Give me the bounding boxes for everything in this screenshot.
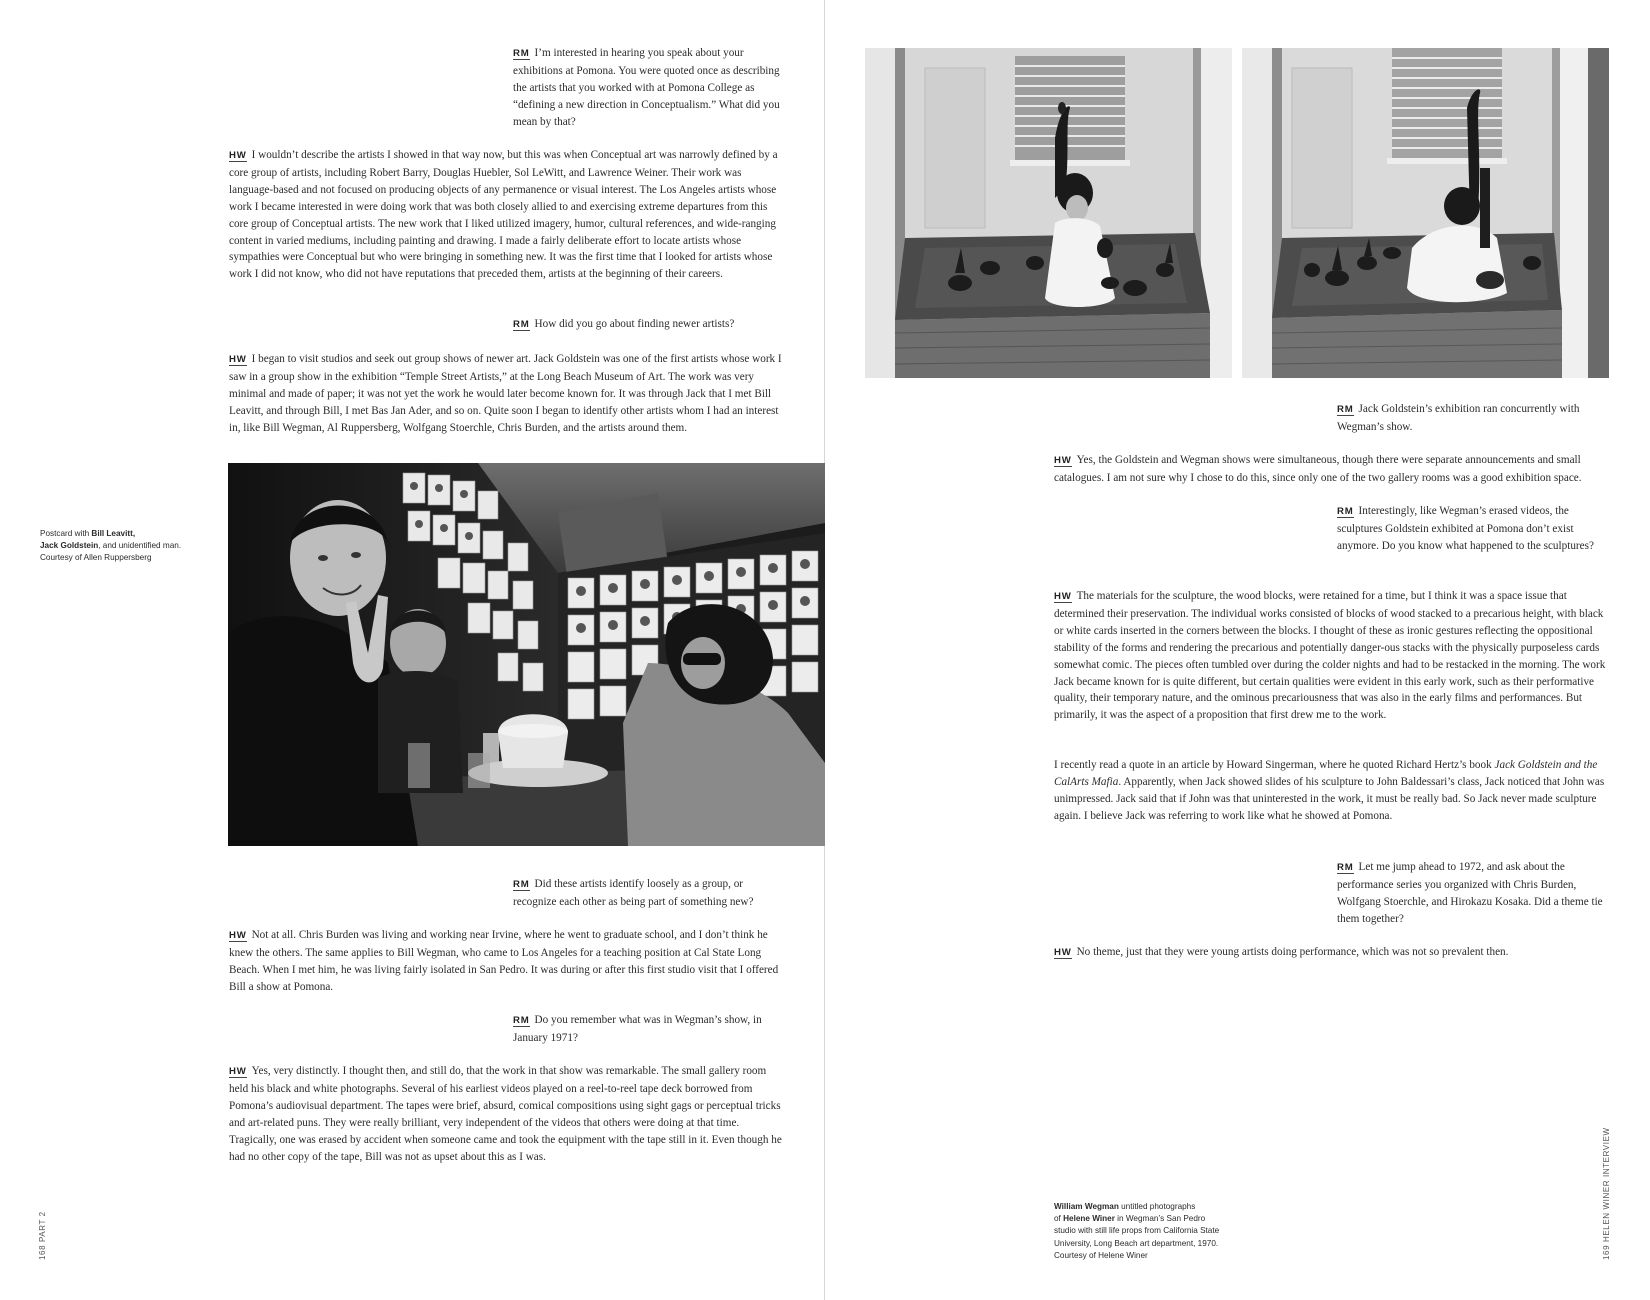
interview-paragraph — [1337, 859, 1609, 928]
speaker-tag: HW — [1054, 947, 1072, 958]
speaker-tag: HW — [1054, 455, 1072, 466]
postcard-photo-image — [228, 463, 825, 846]
caption-name: Helene Winer — [1063, 1214, 1115, 1224]
photo-caption — [40, 528, 210, 565]
interview-paragraph — [229, 351, 785, 437]
caption-text: untitled photographs — [1118, 1202, 1196, 1211]
caption-text: studio with still life props from California State — [1054, 1226, 1220, 1236]
right-page — [825, 0, 1650, 1300]
paragraph-text: Did these artists identify loosely as a group, or recognize each other as being part of something new? — [513, 878, 754, 908]
paragraph-text: Do you remember what was in Wegman’s show, in January 1971? — [513, 1014, 762, 1044]
caption-name: Bill Leavitt, — [91, 529, 136, 538]
paragraph-text: I began to visit studios and seek out group shows of newer art. Jack Goldstein was one of the first artists whose work I saw in a group show in the exhibition “Temple Street Artists,” at the Long Beach Museum of Art. The work was very minimal and made of paper; it was not yet the work he would later become known for. It was through Jack that I met Bill Leavitt, and through Bill, I met Bas Jan Ader, and so on. Quite soon I began to identify other artists whom I had an interest in, like Bill Wegman, Al Ruppersberg, Wolfgang Stoerchle, Chris Burden, and the artists around them. — [229, 353, 782, 434]
caption-name: Jack Goldstein — [40, 541, 99, 551]
speaker-tag: RM — [1337, 862, 1354, 873]
page-folio: 168 PART 2 — [38, 1211, 47, 1260]
paragraph-text: Yes, the Goldstein and Wegman shows were simultaneous, though there were separate announcements and small catalogues. I am not sure why I chose to do this, since only one of the two gallery rooms was a good exhibition space. — [1054, 454, 1582, 484]
caption-credit: Courtesy of Helene Winer — [1054, 1250, 1148, 1260]
interview-paragraph — [1054, 944, 1610, 962]
paragraph-text: Not at all. Chris Burden was living and working near Irvine, where he went to graduate school, and I don’t think he knew the others. The same applies to Bill Wegman, who came to Los Angeles for a teaching position at Cal State Long Beach. When I met him, he was living fairly isolated in San Pedro. It was during or after this first studio visit that I offered Bill a show at Pomona. — [229, 929, 779, 993]
wegman-photo-1-image — [865, 48, 1232, 378]
interview-paragraph — [1054, 757, 1610, 825]
speaker-tag: RM — [513, 319, 530, 330]
speaker-tag: RM — [513, 48, 530, 59]
interview-paragraph — [513, 1012, 785, 1047]
wegman-photo-2-image — [1242, 48, 1609, 378]
interview-paragraph — [513, 316, 785, 334]
book-title: Jack Goldstein and the CalArts Mafia — [1054, 759, 1598, 788]
caption-name: William Wegman — [1054, 1202, 1119, 1211]
speaker-tag: RM — [1337, 506, 1354, 517]
paragraph-text: Jack Goldstein’s exhibition ran concurrently with Wegman’s show. — [1337, 403, 1580, 433]
caption-credit: Courtesy of Allen Ruppersberg — [40, 553, 152, 563]
speaker-tag: HW — [229, 150, 247, 161]
caption-text: , and unidentified man. — [98, 541, 182, 551]
speaker-tag: RM — [513, 879, 530, 890]
postcard-photo — [228, 463, 825, 846]
paragraph-text: No theme, just that they were young artists doing performance, which was not so prevalent then. — [1076, 946, 1509, 958]
interview-paragraph — [1337, 401, 1609, 436]
paragraph-text: I recently read a quote in an article by Howard Singerman, where he quoted Richard Hertz’s book — [1054, 759, 1495, 771]
paragraph-text: Yes, very distinctly. I thought then, and still do, that the work in that show was remarkable. The small gallery room held his black and white photographs. Several of his earliest videos played on a reel-to-reel tape deck borrowed from Pomona’s audiovisual department. The tapes were brief, absurd, comical compositions using sight gags or perceptual tricks and art-related puns. They were really brilliant, very independent of the videos that others were doing at that time. Tragically, one was erased by accident when someone came and took the equipment with the tape still in it. Even though he had no other copy of the tape, Bill was not as upset about this as I was. — [229, 1065, 782, 1163]
paragraph-text: I wouldn’t describe the artists I showed in that way now, but this was when Conceptual art was narrowly defined by a core group of artists, including Robert Barry, Douglas Huebler, Sol LeWitt, and Lawrence Weiner. Their work was language-based and not focused on producing objects of any permanence or visual interest. The Los Angeles artists whose work I became interested in were doing work that was both closely allied to and exercising extreme departures from this core group of Conceptual artists. The new work that I liked utilized imagery, humor, cultural references, and wide-ranging content in varied mediums, including painting and drawing. I made a fairly deliberate effort to locate artists whose sympathies were Conceptual but who were bringing in something new. It was the first time that I looked for artists whose work I did not know, who did not have reputations that preceded them, artists at the beginning of their careers. — [229, 149, 778, 281]
interview-paragraph — [1054, 588, 1610, 724]
interview-paragraph — [513, 876, 785, 911]
wegman-photo-1 — [865, 48, 1232, 378]
paragraph-text: Interestingly, like Wegman’s erased videos, the sculptures Goldstein exhibited at Pomona don’t exist anymore. Do you know what happened to the sculptures? — [1337, 505, 1594, 552]
paragraph-text: I’m interested in hearing you speak about your exhibitions at Pomona. You were quoted once as describing the artists that you worked with at Pomona College as “defining a new direction in Conceptualism.” What did you mean by that? — [513, 47, 780, 128]
speaker-tag: HW — [229, 930, 247, 941]
paragraph-text: Let me jump ahead to 1972, and ask about the performance series you organized with Chris Burden, Wolfgang Stoerchle, and Hirokazu Kosaka. Did a theme tie them together? — [1337, 861, 1603, 925]
photo-caption — [1054, 1201, 1294, 1262]
interview-paragraph — [229, 1063, 785, 1165]
caption-text: of — [1054, 1214, 1064, 1224]
interview-paragraph — [229, 147, 785, 283]
page-folio: 169 HELEN WINER INTERVIEW — [1602, 1127, 1611, 1260]
speaker-tag: HW — [229, 354, 247, 365]
speaker-tag: HW — [229, 1066, 247, 1077]
wegman-photo-2 — [1242, 48, 1609, 378]
interview-paragraph — [1337, 503, 1609, 555]
paragraph-text: . Apparently, when Jack showed slides of his sculpture to John Baldessari’s class, Jack noticed that John was unimpressed. Jack said that if John was that uninterested in the work, it must be really bad. So Jack never made sculpture again. I believe Jack was referring to work like what he showed at Pomona. — [1054, 775, 1605, 822]
paragraph-text: How did you go about finding newer artists? — [534, 318, 735, 330]
speaker-tag: RM — [1337, 404, 1354, 415]
paragraph-text: The materials for the sculpture, the wood blocks, were retained for a time, but I think it was a space issue that determined their preservation. The individual works consisted of blocks of wood stacked to a precarious height, with black or white cards inserted in the corners between the blocks. I thought of these as ironic gestures reflecting the oppositional stability of the forms and rendering the precarious and potentially danger-ous stacks with the physically purposeless cards somewhat comic. The pieces often tumbled over during the colder nights and had to be restacked in the morning. The work Jack became known for is quite different, but certain qualities were evident in this early work, such as their performative quality, their temporary nature, and the ominous precariousness that was also in the early films and performances. But primarily, it was the aspect of a proposition that first drew me to the work. — [1054, 590, 1606, 722]
interview-paragraph — [229, 927, 785, 996]
speaker-tag: RM — [513, 1015, 530, 1026]
caption-text: University, Long Beach art department, 1970. — [1054, 1238, 1219, 1248]
speaker-tag: HW — [1054, 591, 1072, 602]
interview-paragraph — [1054, 452, 1610, 487]
interview-paragraph — [513, 45, 785, 131]
caption-text: in Wegman’s San Pedro — [1114, 1214, 1206, 1224]
caption-text: Postcard with — [40, 529, 92, 538]
